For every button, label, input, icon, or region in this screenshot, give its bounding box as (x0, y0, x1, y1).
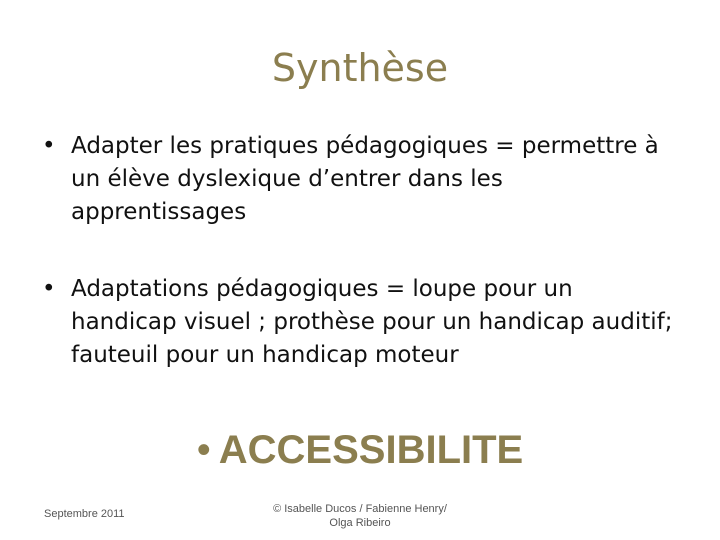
copyright-line-2: Olga Ribeiro (329, 517, 391, 529)
highlight-text: ACCESSIBILITE (218, 428, 524, 472)
bullet-text: Adaptations pédagogiques = loupe pour un handicap visuel ; prothèse pour un handicap auditif; fauteuil pour un handicap moteur (71, 276, 673, 368)
bullet-list (42, 130, 682, 372)
accessibilite-highlight (0, 424, 720, 476)
bullet-item-adapter (42, 130, 682, 229)
slide-title: Synthèse (271, 46, 449, 90)
copyright-line-1: © Isabelle Ducos / Fabienne Henry/ (273, 503, 447, 515)
bullet-marker: • (42, 133, 56, 159)
footer-date: Septembre 2011 (44, 508, 125, 520)
bullet-text: Adapter les pratiques pédagogiques = permettre à un élève dyslexique d’entrer dans les apprentissages (71, 133, 659, 225)
bullet-marker: • (42, 276, 56, 302)
footer-copyright (250, 502, 470, 530)
bullet-item-adaptations (42, 273, 682, 372)
highlight-marker: • (196, 428, 211, 472)
